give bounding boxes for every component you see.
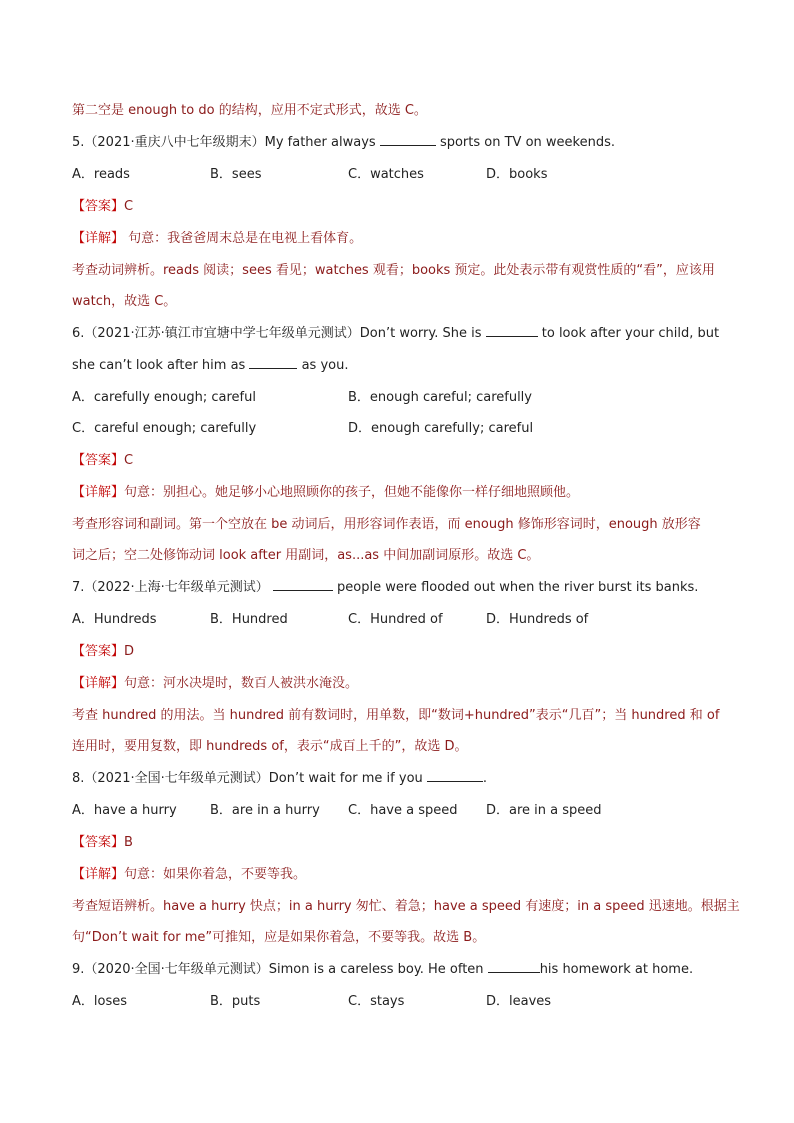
question-6-stem-cont — [72, 357, 348, 375]
detail-line — [72, 675, 358, 693]
answer-tag: 【答案】 — [72, 644, 125, 659]
option-c: C．careful enough; carefully — [72, 421, 257, 436]
answer-value: C — [124, 453, 134, 468]
detail-line — [72, 484, 579, 502]
question-stem-text: 6.（2021·江苏·镇江市宜塘中学七年级单元测试）Don’t worry. She is — [72, 326, 482, 341]
analysis-line: 考查形容词和副词。第一个空放在 be 动词后，用形容词作表语，而 enough 修饰形容词时，enough 放形容 — [72, 517, 701, 532]
analysis-line: 句“Don’t wait for me”可推知，应是如果你着急，不要等我。故选 B。 — [72, 930, 486, 945]
detail-text: 句意：我爸爸周末总是在电视上看体育。 — [128, 231, 363, 246]
option-a: A．have a hurry — [72, 803, 177, 818]
option-d: D．leaves — [486, 994, 552, 1009]
detail-text: 句意：如果你着急，不要等我。 — [124, 867, 307, 882]
option-d: D．Hundreds of — [486, 612, 589, 627]
detail-line — [72, 230, 362, 248]
answer-blank — [488, 972, 540, 973]
option-b: B．are in a hurry — [210, 803, 320, 818]
option-b: B．puts — [210, 994, 261, 1009]
option-a: A．Hundreds — [72, 612, 157, 627]
detail-line — [72, 866, 306, 884]
answer-value: D — [124, 644, 135, 659]
question-6-stem — [72, 325, 719, 343]
answer-line — [72, 834, 133, 852]
option-b: B．enough careful; carefully — [348, 390, 532, 405]
answer-tag: 【答案】 — [72, 453, 125, 468]
analysis-line: 词之后；空二处修饰动词 look after 用副词，as...as 中间加副词原形。故选 C。 — [72, 548, 540, 563]
answer-line — [72, 198, 133, 216]
option-b: B．Hundred — [210, 612, 288, 627]
option-b: B．sees — [210, 167, 262, 182]
answer-value: B — [124, 835, 133, 850]
question-stem-text: as you. — [301, 358, 349, 373]
analysis-line: 连用时，要用复数，即 hundreds of，表示“成百上千的”，故选 D。 — [72, 739, 468, 754]
answer-blank — [249, 368, 297, 369]
question-stem-text: people were flooded out when the river burst its banks. — [337, 580, 699, 595]
answer-blank — [427, 781, 483, 782]
option-d: D．enough carefully; careful — [348, 421, 534, 436]
question-stem-text: 7.（2022·上海·七年级单元测试） — [72, 580, 269, 595]
option-c: C．have a speed — [348, 803, 458, 818]
question-stem-text: 8.（2021·全国·七年级单元测试）Don’t wait for me if you — [72, 771, 423, 786]
answer-tag: 【答案】 — [72, 835, 125, 850]
answer-line — [72, 643, 134, 661]
analysis-line: 考查动词辨析。reads 阅读；sees 看见；watches 观看；books 预定。此处表示带有观赏性质的“看”，应该用 — [72, 263, 715, 278]
option-c: C．Hundred of — [348, 612, 443, 627]
option-a: A．carefully enough; careful — [72, 390, 256, 405]
answer-line — [72, 452, 133, 470]
explanation-line: 第二空是 enough to do 的结构，应用不定式形式，故选 C。 — [72, 103, 427, 118]
answer-blank — [486, 336, 538, 337]
option-d: D．books — [486, 167, 548, 182]
detail-tag: 【详解】 — [72, 485, 125, 500]
answer-blank — [273, 590, 333, 591]
analysis-line: 考查短语辨析。have a hurry 快点；in a hurry 匆忙、着急；have a speed 有速度；in a speed 迅速地。根据主 — [72, 899, 740, 914]
question-8-stem — [72, 770, 487, 788]
detail-tag: 【详解】 — [72, 231, 125, 246]
answer-value: C — [124, 199, 134, 214]
question-stem-text: . — [482, 771, 488, 786]
option-a: A．reads — [72, 167, 130, 182]
question-stem-text: 5.（2021·重庆八中七年级期末）My father always — [72, 135, 376, 150]
detail-tag: 【详解】 — [72, 676, 125, 691]
answer-blank — [380, 145, 436, 146]
analysis-line: 考查 hundred 的用法。当 hundred 前有数词时，用单数，即“数词+hundred”表示“几百”；当 hundred 和 of — [72, 708, 720, 723]
question-stem-text: she can’t look after him as — [72, 358, 246, 373]
option-a: A．loses — [72, 994, 128, 1009]
answer-tag: 【答案】 — [72, 199, 125, 214]
option-c: C．stays — [348, 994, 405, 1009]
detail-text: 句意：河水决堤时，数百人被洪水淹没。 — [124, 676, 359, 691]
question-7-stem — [72, 579, 698, 597]
question-stem-text: to look after your child, but — [541, 326, 720, 341]
detail-tag: 【详解】 — [72, 867, 125, 882]
option-d: D．are in a speed — [486, 803, 602, 818]
question-stem-text: 9.（2020·全国·七年级单元测试）Simon is a careless boy. He often — [72, 962, 484, 977]
question-stem-text: sports on TV on weekends. — [439, 135, 615, 150]
question-stem-text: his homework at home. — [539, 962, 694, 977]
option-c: C．watches — [348, 167, 424, 182]
question-9-stem — [72, 961, 693, 979]
detail-text: 句意：别担心。她足够小心地照顾你的孩子，但她不能像你一样仔细地照顾他。 — [124, 485, 580, 500]
analysis-line: watch，故选 C。 — [72, 294, 177, 309]
question-5-stem — [72, 134, 615, 152]
